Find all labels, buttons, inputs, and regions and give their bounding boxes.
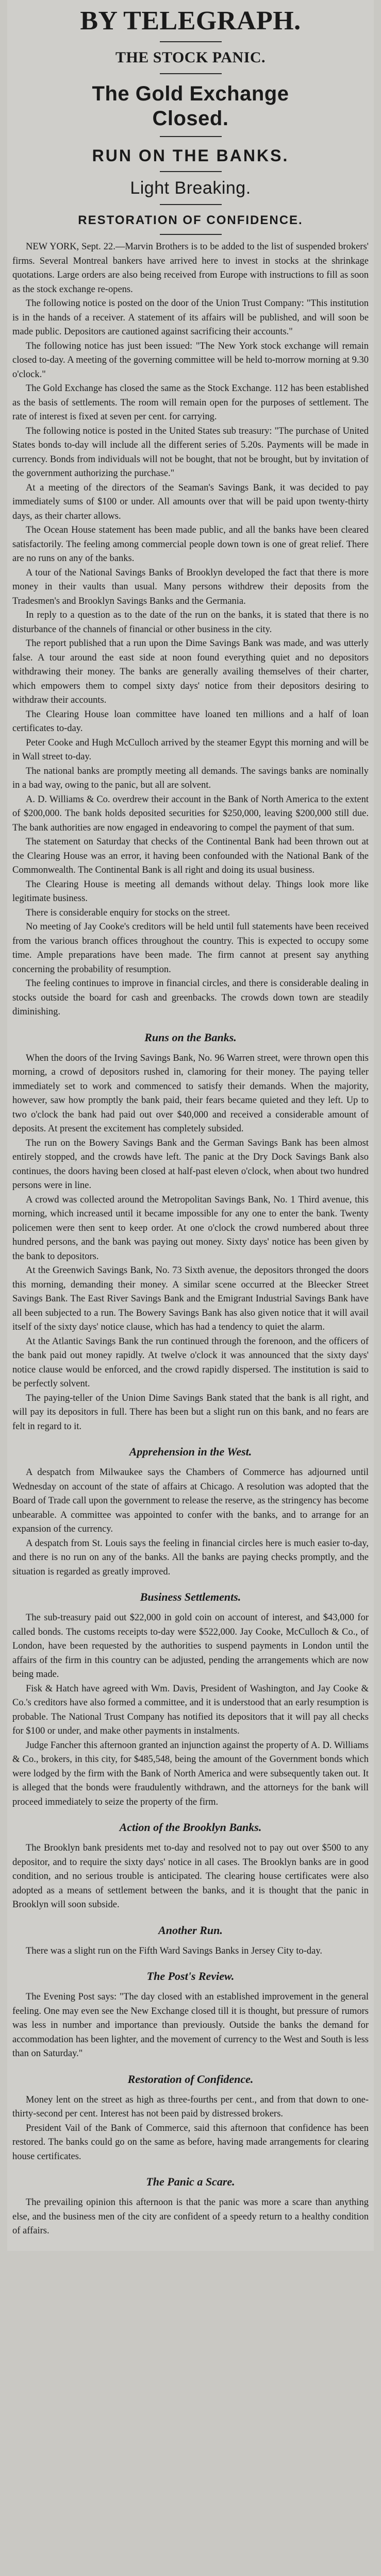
- deck-headline: RESTORATION OF CONFIDENCE.: [78, 213, 303, 227]
- story-headline: The Gold Exchange: [92, 82, 289, 105]
- paragraph: There was a slight run on the Fifth Ward Savings Banks in Jersey City to-day.: [26, 1945, 323, 1956]
- news-column: [7, 0, 374, 2251]
- paragraph: The following notice has just been issued: "The New York stock exchange will remain closed to-day. A meeting of the governing committee will be held to-morrow morning at 9.30 o'clock.": [12, 341, 369, 380]
- paragraph: The national banks are promptly meeting all demands. The savings banks are nominally in a bad way, owing to the panic, but all are solvent.: [12, 766, 369, 790]
- paragraph: The prevailing opinion this afternoon is that the panic was more a scare than anything else, and the business men of the city are confident of a speedy return to a healthy condition of affairs.: [12, 2197, 369, 2236]
- paragraph: The Ocean House statement has been made public, and all the banks have been cleared satisfactorily. The feeling among commercial people down town is one of great relief. There are no runs on any of the banks.: [12, 525, 369, 564]
- paragraph: Fisk & Hatch have agreed with Wm. Davis, President of Washington, and Jay Cooke & Co.'s creditors have also formed a committee, and it is understood that an early resumption is probable. The National Trust Company has notified its depositors that it will pay all checks for $100 or under, and make other payments in instalments.: [12, 1683, 369, 1736]
- paragraph: The sub-treasury paid out $22,000 in gold coin on account of interest, and $43,000 for called bonds. The customs receipts to-day were $522,000. Jay Cooke, McCulloch & Co., of London, have been requested by the authorities to suspend payments in London until the affairs of the firm in this country can be adjusted, pending the arrangements which are now being made.: [12, 1613, 369, 1680]
- subhead: Restoration of Confidence.: [127, 2072, 254, 2086]
- paragraph: No meeting of Jay Cooke's creditors will be held until full statements have been received from the various branch offices throughout the country. This is expected to occupy some time. Ample preparations have been made. The firm cannot at present say anything concerning the probability of resumption.: [12, 922, 369, 975]
- paragraph: Peter Cooke and Hugh McCulloch arrived by the steamer Egypt this morning and will be in Wall street to-day.: [12, 737, 369, 762]
- deck-headline: Light Breaking.: [130, 178, 251, 198]
- subhead: The Post's Review.: [146, 1970, 235, 1982]
- paragraph: The Evening Post says: "The day closed with an established improvement in the general feeling. One may even see the New Exchange closed till it is thought, but pressure of rumors was less in number and importance than previously. Outside the banks the demand for accommodation has been lighter, and the movement of currency to the West and South is less than on Saturday.": [12, 1992, 369, 2059]
- paragraph: Money lent on the street as high as three-fourths per cent., and from that down to one-thirty-second per cent. Interest has not been paid by distressed brokers.: [12, 2094, 369, 2119]
- paragraph: The following notice is posted in the United States sub treasury: "The purchase of United States bonds to-day will include all the different series of 5.20s. Payments will be made in currency. Bonds from individuals will not be bought, that not be brought, but by invitation of the government authorizing the purchase.": [12, 426, 369, 479]
- divider: [160, 171, 222, 172]
- subhead: Action of the Brooklyn Banks.: [119, 1821, 262, 1834]
- paragraph: In reply to a question as to the date of the run on the banks, it is stated that there is no disturbance of the channels of financial or other business in the city.: [12, 610, 369, 635]
- paragraph: At the Greenwich Savings Bank, No. 73 Sixth avenue, the depositors thronged the doors this morning, demanding their money. A similar scene occurred at the Bleecker Street Savings Bank. The East River Savings Bank and the Emigrant Industrial Savings Bank have all been subjected to a run. The Bowery Savings Bank has also given notice that it will avail itself of the sixty days' notice clause, which has had a tendency to quiet the alarm.: [12, 1265, 369, 1332]
- divider: [160, 136, 222, 137]
- subhead: Runs on the Banks.: [144, 1030, 237, 1044]
- divider: [160, 204, 222, 205]
- paragraph: A despatch from Milwaukee says the Chambers of Commerce has adjourned until Wednesday on account of the state of affairs at Chicago. A resolution was adopted that the Board of Trade call upon the government to release the reserve, as the stringency has become unbearable. A committee was appointed to confer with the banks, and to arrange for an expansion of the currency.: [12, 1467, 369, 1534]
- paragraph: The Brooklyn bank presidents met to-day and resolved not to pay out over $500 to any depositor, and to require the sixty days' notice in all cases. The Brooklyn banks are in good condition, and no serious trouble is anticipated. The clearing house certificates were also adopted as a means of settlement between the banks, and it is thought that the panic in Brooklyn will soon subside.: [12, 1843, 369, 1910]
- paragraph: The Clearing House is meeting all demands without delay. Things look more like legitimate business.: [12, 879, 369, 904]
- subhead: The Panic a Scare.: [146, 2175, 235, 2188]
- paragraph: NEW YORK, Sept. 22.—Marvin Brothers is to be added to the list of suspended brokers' firms. Several Montreal bankers have arrived here to invest in stocks at the shrinkage quotations. Large orders are also being received from Europe with instructions to fill as soon as the stock exchange re-opens.: [12, 242, 369, 295]
- paragraph: A. D. Williams & Co. overdrew their account in the Bank of North America to the extent of $200,000. The bank holds deposited securities for $250,000, leaving $200,000 still due. The bank authorities are now engaged in endeavoring to compel the payment of that sum.: [12, 794, 369, 833]
- paragraph: At the Atlantic Savings Bank the run continued through the forenoon, and the officers of the bank paid out money rapidly. At twelve o'clock it was announced that the sixty days' notice clause would be enforced, and the crowd rapidly dispersed. The institution is said to be perfectly solvent.: [12, 1336, 369, 1389]
- divider: [160, 41, 222, 42]
- paragraph: The run on the Bowery Savings Bank and the German Savings Bank has been almost entirely stopped, and the crowds have left. The panic at the Dry Dock Savings Bank also continues, the doors having been closed at half-past eleven o'clock, when about two hundred persons were in line.: [12, 1138, 369, 1191]
- subhead: Business Settlements.: [140, 1590, 241, 1603]
- article-body: [12, 240, 369, 2239]
- paragraph: The following notice is posted on the door of the Union Trust Company: "This institution is in the hands of a receiver. A statement of its affairs will be published, and will soon be made public. Depositors are cautioned against sacrificing their accounts.": [12, 298, 369, 337]
- subhead: Apprehension in the West.: [129, 1445, 252, 1458]
- paragraph: Judge Fancher this afternoon granted an injunction against the property of A. D. Williams & Co., brokers, in this city, for $485,548, being the amount of the Government bonds which were lodged by the firm with the Bank of North America and were subsequently taken out. It is alleged that the bonds were fraudulently withdrawn, and the attorneys for the bank will proceed immediately to seize the property of the firm.: [12, 1740, 369, 1807]
- paragraph: The Gold Exchange has closed the same as the Stock Exchange. 112 has been established as the basis of settlements. The room will remain open for the purposes of settlement. The rate of interest is fixed at seven per cent. for carrying.: [12, 383, 369, 422]
- paragraph: The statement on Saturday that checks of the Continental Bank had been thrown out at the Clearing House was an error, it having been confounded with the National Bank of the Commonwealth. The Continental Bank is all right and doing its usual business.: [12, 837, 369, 875]
- paragraph: At a meeting of the directors of the Seaman's Savings Bank, it was decided to pay immediately sums of $100 or under. All amounts over that will be paid upon twenty-thirty days, as their charter allows.: [12, 482, 369, 521]
- paragraph: A despatch from St. Louis says the feeling in financial circles here is much easier to-day, and there is no run on any of the banks. All the banks are paying checks promptly, and the situation is regarded as greatly improved.: [12, 1538, 369, 1577]
- paragraph: The feeling continues to improve in financial circles, and there is considerable dealing in stocks outside the board for cash and greenbacks. The crowds down town are steadily diminishing.: [12, 978, 369, 1017]
- subhead: Another Run.: [158, 1923, 223, 1937]
- story-headline-cont: Closed.: [152, 107, 229, 130]
- paragraph: A crowd was collected around the Metropolitan Savings Bank, No. 1 Third avenue, this morning, which increased until it became impossible for any one to enter the bank. Twenty policemen were then sent to keep order. At one o'clock the crowd numbered about three hundred persons, and the bank was paying out money. Sixty days' notice has been given by the bank to depositors.: [12, 1194, 369, 1262]
- paragraph: There is considerable enquiry for stocks on the street.: [26, 907, 230, 918]
- paragraph: President Vail of the Bank of Commerce, said this afternoon that confidence has been restored. The banks could go on the same as before, having made arrangements for clearing house certificates.: [12, 2123, 369, 2162]
- section-headline: THE STOCK PANIC.: [115, 49, 266, 66]
- paragraph: The report published that a run upon the Dime Savings Bank was made, and was utterly false. A tour around the east side at noon found everything quiet and no depositors withdrawing their money. The banks are generally availing themselves of their charter, which empowers them to compel sixty days' notice from their depositors desiring to withdraw their accounts.: [12, 638, 369, 705]
- paragraph: The paying-teller of the Union Dime Savings Bank stated that the bank is all right, and will pay its depositors in full. There has been but a slight run on this bank, and no fears are felt in regard to it.: [12, 1393, 369, 1432]
- paragraph: A tour of the National Savings Banks of Brooklyn developed the fact that there is more money in their vaults than usual. Many persons withdrew their deposits from the Tradesmen's and Brooklyn Savings Banks and the Germania.: [12, 567, 369, 606]
- divider: [160, 234, 222, 235]
- divider: [160, 73, 222, 74]
- deck-headline: RUN ON THE BANKS.: [92, 146, 289, 165]
- paragraph: When the doors of the Irving Savings Bank, No. 96 Warren street, were thrown open this morning, a crowd of depositors rushed in, clamoring for their money. The paying teller immediately set to work and commenced to satisfy their demands. When the majority, however, saw how promptly the bank paid, their fears became quieted and they left. Up to two o'clock the bank had paid out over $40,000 and received a considerable amount of deposits. At present the excitement has completely subsided.: [12, 1053, 369, 1134]
- paragraph: The Clearing House loan committee have loaned ten millions and a half of loan certificates to-day.: [12, 709, 369, 734]
- masthead-headline: BY TELEGRAPH.: [80, 6, 301, 36]
